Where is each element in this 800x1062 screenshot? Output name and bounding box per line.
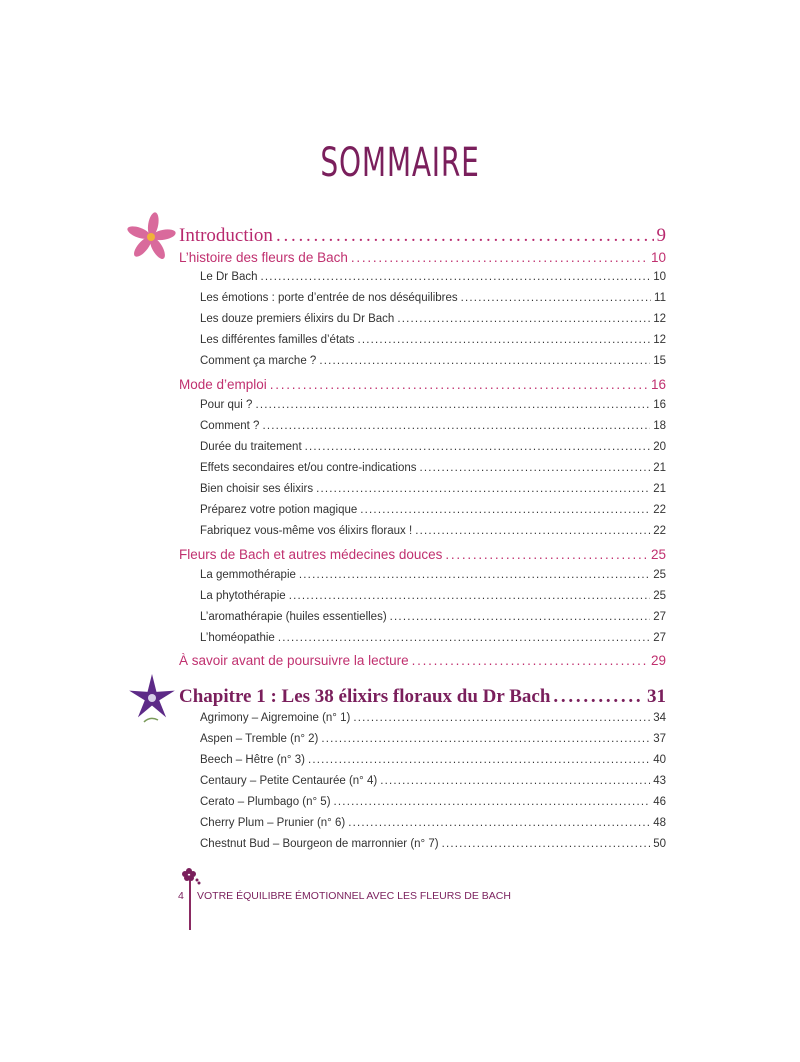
dot-leader	[262, 420, 650, 432]
toc-entry-label: L’histoire des fleurs de Bach	[179, 250, 348, 265]
toc-entry-label: Comment ?	[200, 420, 260, 432]
toc-entry[interactable]	[179, 653, 666, 668]
dot-leader	[305, 441, 651, 453]
toc-entry-label: Chapitre 1 : Les 38 élixirs floraux du Dr Bach	[179, 686, 551, 707]
dot-leader	[390, 611, 651, 623]
toc-entry-label: Fabriquez vous-même vos élixirs floraux !	[200, 525, 413, 537]
toc-entry-label: Aspen – Tremble (n° 2)	[200, 733, 319, 745]
toc-entry-page: 10	[650, 250, 666, 265]
toc-entry-page: 27	[653, 632, 666, 644]
toc-entry[interactable]	[200, 399, 666, 411]
toc-entry-label: L’aromathérapie (huiles essentielles)	[200, 611, 387, 623]
dot-leader	[334, 796, 651, 808]
pink-flower-icon	[125, 212, 177, 262]
toc-entry-label: Mode d’emploi	[179, 377, 267, 392]
toc-entry-label: Les différentes familles d’états	[200, 334, 355, 346]
toc-entry[interactable]	[179, 250, 666, 265]
page-title: SOMMAIRE	[320, 140, 480, 186]
toc-entry[interactable]	[200, 796, 666, 808]
toc-entry[interactable]	[200, 733, 666, 745]
toc-entry-page: 31	[647, 686, 666, 707]
purple-flower-icon	[124, 672, 180, 728]
toc-entry[interactable]	[200, 569, 666, 581]
dot-leader	[357, 334, 650, 346]
toc-entry-page: 48	[653, 817, 666, 829]
toc-entry-label: Les émotions : porte d’entrée de nos déséquilibres	[200, 292, 458, 304]
dot-leader	[397, 313, 650, 325]
dot-leader	[270, 377, 648, 392]
toc-entry-page: 46	[653, 796, 666, 808]
dot-leader	[412, 653, 648, 668]
toc-entry[interactable]	[200, 441, 666, 453]
dot-leader	[321, 733, 650, 745]
dot-leader	[308, 754, 650, 766]
toc-entry-page: 25	[653, 569, 666, 581]
dot-leader	[353, 712, 650, 724]
page-number: 4	[178, 890, 184, 902]
toc-entry-page: 25	[653, 590, 666, 602]
toc-entry-label: Introduction	[179, 225, 273, 246]
toc-entry-page: 12	[653, 313, 666, 325]
toc-entry[interactable]	[200, 775, 666, 787]
toc-entry-page: 11	[654, 292, 666, 304]
toc-entry[interactable]	[179, 377, 666, 392]
dot-leader	[255, 399, 650, 411]
toc-entry-label: Durée du traitement	[200, 441, 302, 453]
toc-entry-page: 16	[650, 377, 666, 392]
toc-entry[interactable]	[200, 817, 666, 829]
dot-leader	[276, 225, 654, 247]
toc-entry[interactable]	[200, 632, 666, 644]
toc-entry-label: Effets secondaires et/ou contre-indications	[200, 462, 417, 474]
toc-entry[interactable]	[200, 525, 666, 537]
dot-leader	[415, 525, 650, 537]
toc-entry-label: Les douze premiers élixirs du Dr Bach	[200, 313, 395, 325]
toc-entry[interactable]	[200, 504, 666, 516]
dot-leader	[442, 838, 651, 850]
toc-entry[interactable]	[200, 754, 666, 766]
dot-leader	[316, 483, 650, 495]
toc-entry-page: 10	[653, 271, 666, 283]
toc-entry[interactable]	[179, 547, 666, 562]
toc-entry-label: Comment ça marche ?	[200, 355, 317, 367]
toc-entry-page: 43	[653, 775, 666, 787]
toc-entry[interactable]	[179, 225, 666, 247]
running-title: VOTRE ÉQUILIBRE ÉMOTIONNEL AVEC LES FLEURS DE BACH	[197, 890, 511, 902]
toc-entry-page: 34	[653, 712, 666, 724]
toc-entry-label: Bien choisir ses élixirs	[200, 483, 314, 495]
toc-entry-page: 16	[653, 399, 666, 411]
toc-entry[interactable]	[200, 271, 666, 283]
toc-entry[interactable]	[200, 313, 666, 325]
toc-entry[interactable]	[200, 590, 666, 602]
toc-entry-page: 22	[653, 504, 666, 516]
toc-entry-page: 15	[653, 355, 666, 367]
toc-entry-label: Chestnut Bud – Bourgeon de marronnier (n° 7)	[200, 838, 439, 850]
toc-entry-label: La gemmothérapie	[200, 569, 296, 581]
toc-entry-label: Fleurs de Bach et autres médecines douces	[179, 547, 443, 562]
toc-entry[interactable]	[200, 462, 666, 474]
toc-entry[interactable]	[200, 292, 666, 304]
footer-flower-icon	[180, 866, 204, 890]
dot-leader	[319, 355, 650, 367]
toc-entry-page: 20	[653, 441, 666, 453]
dot-leader	[351, 250, 648, 265]
toc-entry-label: Beech – Hêtre (n° 3)	[200, 754, 305, 766]
toc-entry-label: À savoir avant de poursuivre la lecture	[179, 653, 409, 668]
toc-entry-page: 21	[653, 462, 666, 474]
toc-entry-page: 12	[653, 334, 666, 346]
dot-leader	[278, 632, 650, 644]
toc-entry-page: 29	[650, 653, 666, 668]
dot-leader	[360, 504, 650, 516]
toc-entry-label: Centaury – Petite Centaurée (n° 4)	[200, 775, 378, 787]
toc-entry-label: L’homéopathie	[200, 632, 275, 644]
dot-leader	[380, 775, 650, 787]
toc-entry[interactable]	[200, 611, 666, 623]
toc-entry-label: La phytothérapie	[200, 590, 286, 602]
toc-entry[interactable]	[200, 838, 666, 850]
dot-leader	[445, 547, 648, 562]
toc-entry-page: 25	[650, 547, 666, 562]
dot-leader	[461, 292, 651, 304]
toc-entry-page: 21	[653, 483, 666, 495]
toc-entry[interactable]	[179, 686, 666, 708]
toc-entry-page: 37	[653, 733, 666, 745]
dot-leader	[289, 590, 651, 602]
toc-entry-page: 18	[653, 420, 666, 432]
dot-leader	[348, 817, 650, 829]
dot-leader	[299, 569, 650, 581]
toc-entry-label: Préparez votre potion magique	[200, 504, 358, 516]
toc-entry-label: Agrimony – Aigremoine (n° 1)	[200, 712, 351, 724]
toc-entry-page: 50	[653, 838, 666, 850]
toc-entry-page: 40	[653, 754, 666, 766]
dot-leader	[261, 271, 651, 283]
dot-leader	[420, 462, 651, 474]
toc-entry-label: Cerato – Plumbago (n° 5)	[200, 796, 331, 808]
toc-entry-page: 27	[653, 611, 666, 623]
toc-entry[interactable]	[200, 712, 666, 724]
dot-leader	[553, 686, 644, 708]
toc-entry[interactable]	[200, 355, 666, 367]
toc-entry[interactable]	[200, 483, 666, 495]
toc-entry-label: Pour qui ?	[200, 399, 253, 411]
toc-entry-label: Le Dr Bach	[200, 271, 258, 283]
toc-entry[interactable]	[200, 420, 666, 432]
toc-entry-page: 22	[653, 525, 666, 537]
toc-entry[interactable]	[200, 334, 666, 346]
toc-entry-page: 9	[656, 225, 666, 246]
toc-entry-label: Cherry Plum – Prunier (n° 6)	[200, 817, 346, 829]
